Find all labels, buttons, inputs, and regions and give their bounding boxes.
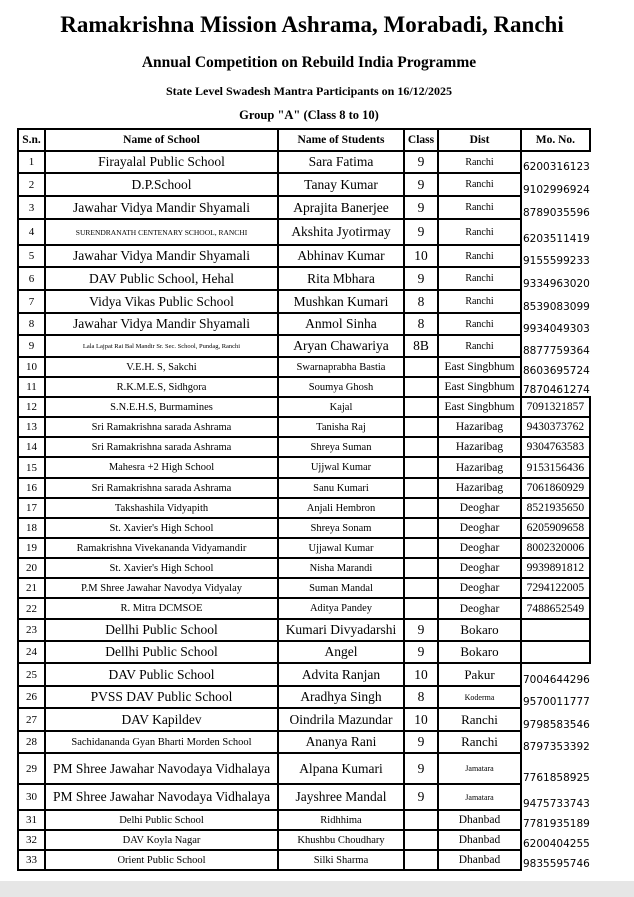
cell-dist: Deoghar xyxy=(438,538,521,558)
cell-student: Advita Ranjan xyxy=(278,663,404,686)
cell-dist: East Singbhum xyxy=(438,357,521,377)
cell-dist: Ranchi xyxy=(438,196,521,219)
cell-sn: 5 xyxy=(18,245,45,267)
cell-sn: 13 xyxy=(18,417,45,437)
cell-sn: 1 xyxy=(18,151,45,173)
cell-mobile: 8877759364 xyxy=(521,335,590,357)
cell-dist: Hazaribag xyxy=(438,437,521,457)
cell-school: S.N.E.H.S, Burmamines xyxy=(45,397,278,417)
cell-mobile: 9570011777 xyxy=(521,686,590,708)
cell-student: Silki Sharma xyxy=(278,850,404,870)
table-row xyxy=(18,417,590,437)
cell-class xyxy=(404,598,438,619)
cell-dist: Ranchi xyxy=(438,290,521,313)
cell-class: 9 xyxy=(404,619,438,641)
column-header-sn: S.n. xyxy=(18,129,45,151)
cell-class xyxy=(404,850,438,870)
cell-sn: 26 xyxy=(18,686,45,708)
cell-class xyxy=(404,830,438,850)
cell-school: St. Xavier's High School xyxy=(45,518,278,538)
cell-school: Mahesra +2 High School xyxy=(45,457,278,478)
table-row xyxy=(18,598,590,619)
cell-mobile: 7761858925 xyxy=(521,753,590,784)
cell-dist: Ranchi xyxy=(438,708,521,731)
cell-class xyxy=(404,538,438,558)
cell-class xyxy=(404,810,438,830)
cell-mobile: 9798583546 xyxy=(521,708,590,731)
cell-class xyxy=(404,437,438,457)
cell-class: 8 xyxy=(404,686,438,708)
cell-student: Abhinav Kumar xyxy=(278,245,404,267)
cell-class: 10 xyxy=(404,245,438,267)
cell-class: 9 xyxy=(404,173,438,196)
cell-school: Firayalal Public School xyxy=(45,151,278,173)
cell-school: Sri Ramakrishna sarada Ashrama xyxy=(45,478,278,498)
cell-student: Suman Mandal xyxy=(278,578,404,598)
cell-student: Jayshree Mandal xyxy=(278,784,404,810)
table-row xyxy=(18,641,590,663)
cell-sn: 21 xyxy=(18,578,45,598)
cell-mobile: 9835595746 xyxy=(521,850,590,870)
cell-class xyxy=(404,457,438,478)
cell-class: 10 xyxy=(404,708,438,731)
cell-class: 9 xyxy=(404,267,438,290)
table-row xyxy=(18,397,590,417)
cell-student: Angel xyxy=(278,641,404,663)
cell-mobile: 6200316123 xyxy=(521,151,590,173)
cell-dist: Ranchi xyxy=(438,245,521,267)
table-row xyxy=(18,538,590,558)
cell-sn: 31 xyxy=(18,810,45,830)
table-row xyxy=(18,731,590,753)
table-row xyxy=(18,753,590,784)
cell-sn: 32 xyxy=(18,830,45,850)
cell-dist: Bokaro xyxy=(438,619,521,641)
page-bottom-bar xyxy=(0,881,634,897)
cell-sn: 11 xyxy=(18,377,45,397)
cell-mobile: 8539083099 xyxy=(521,290,590,313)
cell-sn: 30 xyxy=(18,784,45,810)
cell-class: 9 xyxy=(404,196,438,219)
cell-dist: Ranchi xyxy=(438,335,521,357)
cell-school: R. Mitra DCMSOE xyxy=(45,598,278,619)
cell-sn: 12 xyxy=(18,397,45,417)
cell-sn: 33 xyxy=(18,850,45,870)
cell-student: Ujjwal Kumar xyxy=(278,457,404,478)
cell-student: Anjali Hembron xyxy=(278,498,404,518)
cell-student: Khushbu Choudhary xyxy=(278,830,404,850)
table-row xyxy=(18,578,590,598)
cell-dist: Ranchi xyxy=(438,267,521,290)
column-header-mobile: Mo. No. xyxy=(521,129,590,151)
column-header-class: Class xyxy=(404,129,438,151)
cell-mobile: 7091321857 xyxy=(521,397,590,417)
table-row xyxy=(18,173,590,196)
cell-school: Jawahar Vidya Mandir Shyamali xyxy=(45,245,278,267)
cell-school: St. Xavier's High School xyxy=(45,558,278,578)
cell-student: Aryan Chawariya xyxy=(278,335,404,357)
cell-dist: Hazaribag xyxy=(438,478,521,498)
table-row xyxy=(18,335,590,357)
cell-mobile: 6205909658 xyxy=(521,518,590,538)
cell-class: 8 xyxy=(404,313,438,335)
cell-mobile: 9934049303 xyxy=(521,313,590,335)
cell-dist: Deoghar xyxy=(438,558,521,578)
cell-dist: Dhanbad xyxy=(438,810,521,830)
cell-sn: 28 xyxy=(18,731,45,753)
cell-mobile: 6200404255 xyxy=(521,830,590,850)
cell-dist: Koderma xyxy=(438,686,521,708)
cell-student: Akshita Jyotirmay xyxy=(278,219,404,245)
cell-sn: 6 xyxy=(18,267,45,290)
cell-student: Kajal xyxy=(278,397,404,417)
cell-sn: 19 xyxy=(18,538,45,558)
cell-school: Vidya Vikas Public School xyxy=(45,290,278,313)
cell-sn: 16 xyxy=(18,478,45,498)
cell-dist: Jamatara xyxy=(438,753,521,784)
cell-school: PVSS DAV Public School xyxy=(45,686,278,708)
cell-student: Kumari Divyadarshi xyxy=(278,619,404,641)
cell-dist: Dhanbad xyxy=(438,850,521,870)
cell-school: Takshashila Vidyapith xyxy=(45,498,278,518)
cell-class: 8 xyxy=(404,290,438,313)
cell-dist: Bokaro xyxy=(438,641,521,663)
cell-school: Sachidananda Gyan Bharti Morden School xyxy=(45,731,278,753)
cell-mobile: 7781935189 xyxy=(521,810,590,830)
cell-dist: Deoghar xyxy=(438,518,521,538)
table-row xyxy=(18,457,590,478)
cell-school: DAV Public School xyxy=(45,663,278,686)
cell-mobile: 6203511419 xyxy=(521,219,590,245)
cell-class xyxy=(404,417,438,437)
table-row xyxy=(18,830,590,850)
table-row xyxy=(18,850,590,870)
cell-student: Sanu Kumari xyxy=(278,478,404,498)
table-row xyxy=(18,377,590,397)
column-header-school: Name of School xyxy=(45,129,278,151)
table-row xyxy=(18,196,590,219)
cell-sn: 4 xyxy=(18,219,45,245)
cell-school: P.M Shree Jawahar Navodya Vidyalay xyxy=(45,578,278,598)
cell-dist: Ranchi xyxy=(438,313,521,335)
table-row xyxy=(18,663,590,686)
cell-school: V.E.H. S, Sakchi xyxy=(45,357,278,377)
cell-dist: Ranchi xyxy=(438,151,521,173)
cell-sn: 10 xyxy=(18,357,45,377)
page-title: Ramakrishna Mission Ashrama, Morabadi, Ranchi xyxy=(60,12,564,37)
cell-sn: 29 xyxy=(18,753,45,784)
cell-dist: East Singbhum xyxy=(438,397,521,417)
cell-school: Orient Public School xyxy=(45,850,278,870)
table-row xyxy=(18,357,590,377)
column-header-students: Name of Students xyxy=(278,129,404,151)
cell-sn: 15 xyxy=(18,457,45,478)
cell-class: 9 xyxy=(404,641,438,663)
cell-dist: Deoghar xyxy=(438,598,521,619)
cell-mobile: 7061860929 xyxy=(521,478,590,498)
table-row xyxy=(18,313,590,335)
table-row xyxy=(18,151,590,173)
cell-school: R.K.M.E.S, Sidhgora xyxy=(45,377,278,397)
cell-sn: 22 xyxy=(18,598,45,619)
cell-school: Dellhi Public School xyxy=(45,619,278,641)
cell-school: SURENDRANATH CENTENARY SCHOOL, RANCHI xyxy=(45,219,278,245)
cell-mobile: 8603695724 xyxy=(521,357,590,377)
cell-student: Aprajita Banerjee xyxy=(278,196,404,219)
cell-mobile xyxy=(521,619,590,641)
cell-sn: 2 xyxy=(18,173,45,196)
cell-school: Jawahar Vidya Mandir Shyamali xyxy=(45,313,278,335)
cell-class: 8B xyxy=(404,335,438,357)
cell-sn: 25 xyxy=(18,663,45,686)
table-row xyxy=(18,708,590,731)
cell-student: Ridhhima xyxy=(278,810,404,830)
participants-table xyxy=(17,128,591,871)
table-row xyxy=(18,267,590,290)
cell-class: 9 xyxy=(404,151,438,173)
cell-student: Shreya Suman xyxy=(278,437,404,457)
cell-sn: 18 xyxy=(18,518,45,538)
cell-mobile: 7004644296 xyxy=(521,663,590,686)
cell-sn: 20 xyxy=(18,558,45,578)
cell-class xyxy=(404,357,438,377)
table-row xyxy=(18,619,590,641)
cell-school: DAV Koyla Nagar xyxy=(45,830,278,850)
cell-sn: 14 xyxy=(18,437,45,457)
cell-mobile: 8002320006 xyxy=(521,538,590,558)
cell-class xyxy=(404,578,438,598)
cell-sn: 24 xyxy=(18,641,45,663)
cell-class: 9 xyxy=(404,753,438,784)
cell-mobile: 7870461274 xyxy=(521,377,590,397)
cell-school: D.P.School xyxy=(45,173,278,196)
cell-mobile: 9102996924 xyxy=(521,173,590,196)
cell-student: Ananya Rani xyxy=(278,731,404,753)
cell-dist: Jamatara xyxy=(438,784,521,810)
cell-class xyxy=(404,377,438,397)
table-row xyxy=(18,437,590,457)
cell-sn: 9 xyxy=(18,335,45,357)
cell-student: Nisha Marandi xyxy=(278,558,404,578)
table-row xyxy=(18,518,590,538)
cell-mobile: 9155599233 xyxy=(521,245,590,267)
cell-school: Dellhi Public School xyxy=(45,641,278,663)
cell-class: 10 xyxy=(404,663,438,686)
cell-class xyxy=(404,498,438,518)
cell-student: Swarnaprabha Bastia xyxy=(278,357,404,377)
cell-school: DAV Kapildev xyxy=(45,708,278,731)
table-row xyxy=(18,290,590,313)
table-row xyxy=(18,558,590,578)
table-row xyxy=(18,784,590,810)
cell-dist: Deoghar xyxy=(438,578,521,598)
table-row xyxy=(18,498,590,518)
cell-mobile: 9304763583 xyxy=(521,437,590,457)
cell-school: Delhi Public School xyxy=(45,810,278,830)
cell-student: Aditya Pandey xyxy=(278,598,404,619)
cell-mobile: 7294122005 xyxy=(521,578,590,598)
cell-mobile: 9475733743 xyxy=(521,784,590,810)
cell-mobile xyxy=(521,641,590,663)
cell-dist: East Singbhum xyxy=(438,377,521,397)
cell-class: 9 xyxy=(404,731,438,753)
cell-student: Oindrila Mazundar xyxy=(278,708,404,731)
cell-dist: Ranchi xyxy=(438,219,521,245)
cell-school: Sri Ramakrishna sarada Ashrama xyxy=(45,437,278,457)
cell-school: Jawahar Vidya Mandir Shyamali xyxy=(45,196,278,219)
cell-dist: Deoghar xyxy=(438,498,521,518)
cell-mobile: 9939891812 xyxy=(521,558,590,578)
cell-sn: 27 xyxy=(18,708,45,731)
cell-mobile: 8521935650 xyxy=(521,498,590,518)
cell-class xyxy=(404,397,438,417)
cell-mobile: 7488652549 xyxy=(521,598,590,619)
table-header-row xyxy=(18,129,590,151)
cell-sn: 7 xyxy=(18,290,45,313)
cell-class: 9 xyxy=(404,219,438,245)
cell-dist: Dhanbad xyxy=(438,830,521,850)
cell-dist: Ranchi xyxy=(438,731,521,753)
cell-sn: 3 xyxy=(18,196,45,219)
cell-mobile: 9334963020 xyxy=(521,267,590,290)
column-header-dist: Dist xyxy=(438,129,521,151)
table-row xyxy=(18,686,590,708)
table-row xyxy=(18,810,590,830)
cell-student: Tanisha Raj xyxy=(278,417,404,437)
page-subtitle: Annual Competition on Rebuild India Programme xyxy=(141,54,477,71)
cell-dist: Pakur xyxy=(438,663,521,686)
cell-student: Ujjawal Kumar xyxy=(278,538,404,558)
cell-mobile: 8789035596 xyxy=(521,196,590,219)
cell-student: Soumya Ghosh xyxy=(278,377,404,397)
cell-student: Tanay Kumar xyxy=(278,173,404,196)
cell-class xyxy=(404,518,438,538)
cell-school: PM Shree Jawahar Navodaya Vidhalaya xyxy=(45,753,278,784)
cell-student: Shreya Sonam xyxy=(278,518,404,538)
cell-sn: 17 xyxy=(18,498,45,518)
cell-sn: 8 xyxy=(18,313,45,335)
cell-student: Alpana Kumari xyxy=(278,753,404,784)
cell-school: Sri Ramakrishna sarada Ashrama xyxy=(45,417,278,437)
cell-school: Ramakrishna Vivekananda Vidyamandir xyxy=(45,538,278,558)
cell-school: DAV Public School, Hehal xyxy=(45,267,278,290)
cell-student: Mushkan Kumari xyxy=(278,290,404,313)
cell-dist: Ranchi xyxy=(438,173,521,196)
cell-class: 9 xyxy=(404,784,438,810)
cell-student: Sara Fatima xyxy=(278,151,404,173)
cell-student: Rita Mbhara xyxy=(278,267,404,290)
cell-mobile: 8797353392 xyxy=(521,731,590,753)
cell-mobile: 9153156436 xyxy=(521,457,590,478)
cell-dist: Hazaribag xyxy=(438,457,521,478)
cell-mobile: 9430373762 xyxy=(521,417,590,437)
cell-class xyxy=(404,558,438,578)
group-line: Group "A" (Class 8 to 10) xyxy=(239,108,379,122)
table-row xyxy=(18,219,590,245)
cell-dist: Hazaribag xyxy=(438,417,521,437)
cell-school: PM Shree Jawahar Navodaya Vidhalaya xyxy=(45,784,278,810)
cell-student: Aradhya Singh xyxy=(278,686,404,708)
cell-class xyxy=(404,478,438,498)
cell-sn: 23 xyxy=(18,619,45,641)
table-row xyxy=(18,478,590,498)
event-line: State Level Swadesh Mantra Participants on 16/12/2025 xyxy=(166,84,452,98)
cell-school: Lala Lajpat Rai Bal Mandir Sr. Sec. School, Pundag, Ranchi xyxy=(45,335,278,357)
cell-student: Anmol Sinha xyxy=(278,313,404,335)
table-row xyxy=(18,245,590,267)
